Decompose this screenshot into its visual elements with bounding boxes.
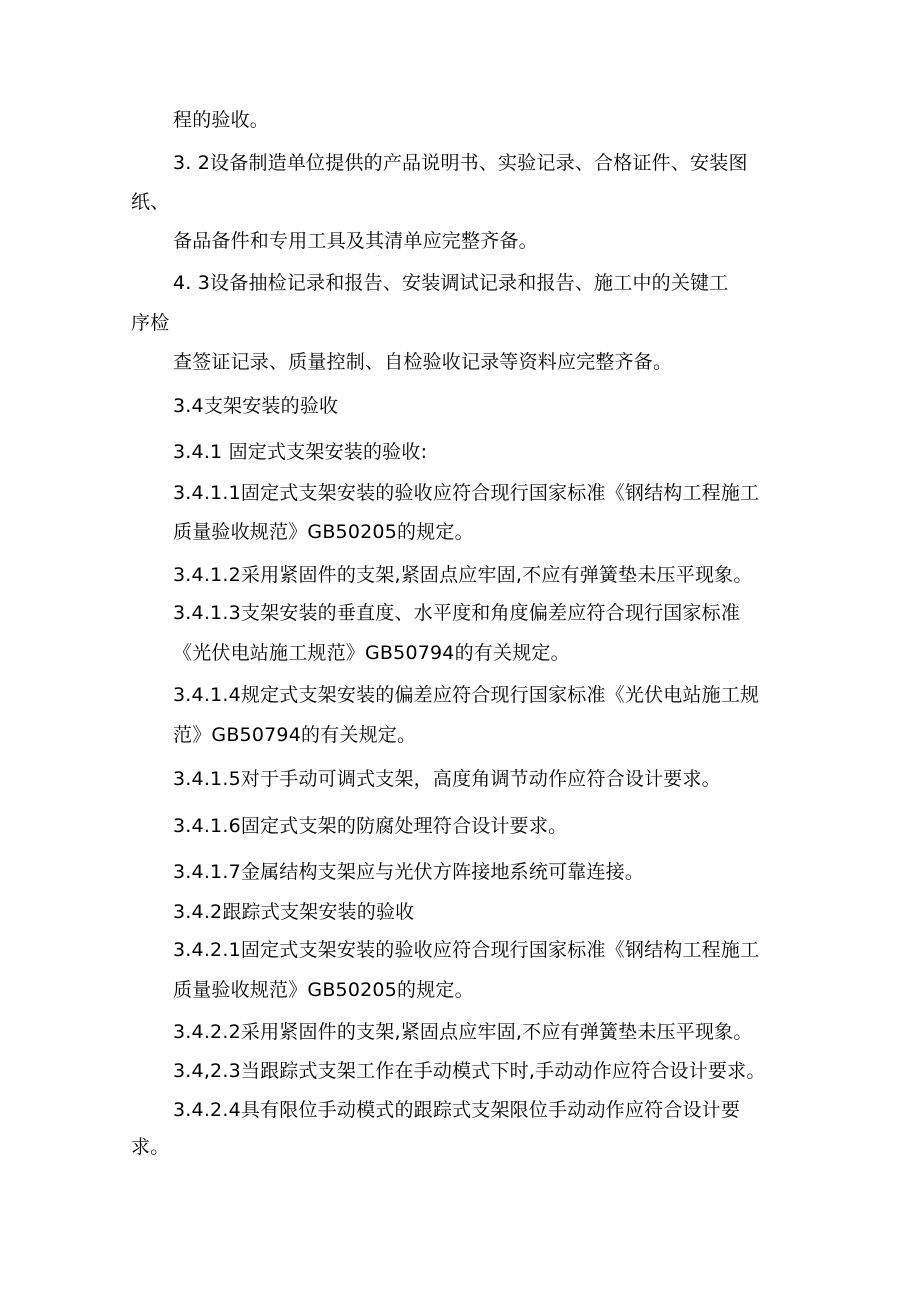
text-line: 《光伏电站施工规范》GB50794的有关规定。 [173, 642, 570, 664]
text-line: 3.4.1.1固定式支架安装的验收应符合现行国家标准《钢结构工程施工 [173, 482, 760, 504]
text-line: 3.4.1.7金属结构支架应与光伏方阵接地系统可靠连接。 [173, 861, 645, 883]
subsection-heading: 3.4.2跟踪式支架安装的验收 [173, 901, 415, 923]
text-line: 求。 [131, 1136, 170, 1158]
text-line: 3.4.1.3支架安装的垂直度、水平度和角度偏差应符合现行国家标准 [173, 602, 741, 624]
text-line: 程的验收。 [173, 109, 270, 131]
text-line: 3.4,2.3当跟踪式支架工作在手动模式下时,手动动作应符合设计要求。 [173, 1060, 766, 1082]
text-line: 质量验收规范》GB50205的规定。 [173, 521, 474, 543]
text-line: 序检 [131, 312, 170, 334]
text-line: 纸、 [131, 191, 170, 213]
text-line: 3.4.2.4具有限位手动模式的跟踪式支架限位手动动作应符合设计要 [173, 1099, 741, 1121]
text-line: 3.4.1.5对于手动可调式支架，高度角调节动作应符合设计要求。 [173, 768, 721, 790]
text-line: 备品备件和专用工具及其清单应完整齐备。 [173, 230, 538, 252]
text-line: 范》GB50794的有关规定。 [173, 724, 417, 746]
text-line: 查签证记录、质量控制、自检验收记录等资料应完整齐备。 [173, 351, 673, 373]
section-heading: 3.4支架安装的验收 [173, 395, 339, 417]
text-line: 3.4.1.4规定式支架安装的偏差应符合现行国家标准《光伏电站施工规 [173, 684, 760, 706]
text-line: 3.4.2.1固定式支架安装的验收应符合现行国家标准《钢结构工程施工 [173, 939, 760, 961]
text-line: 质量验收规范》GB50205的规定。 [173, 979, 474, 1001]
subsection-heading: 3.4.1 固定式支架安装的验收: [173, 441, 428, 463]
text-line: 3.4.1.6固定式支架的防腐处理符合设计要求。 [173, 815, 568, 837]
text-line: 4. 3设备抽检记录和报告、安装调试记录和报告、施工中的关键工 [173, 272, 729, 294]
text-line: 3.4.2.2采用紧固件的支架,紧固点应牢固,不应有弹簧垫未压平现象。 [173, 1021, 753, 1043]
text-line: 3.4.1.2采用紧固件的支架,紧固点应牢固,不应有弹簧垫未压平现象。 [173, 564, 753, 586]
text-line: 3. 2设备制造单位提供的产品说明书、实验记录、合格证件、安装图 [173, 152, 748, 174]
